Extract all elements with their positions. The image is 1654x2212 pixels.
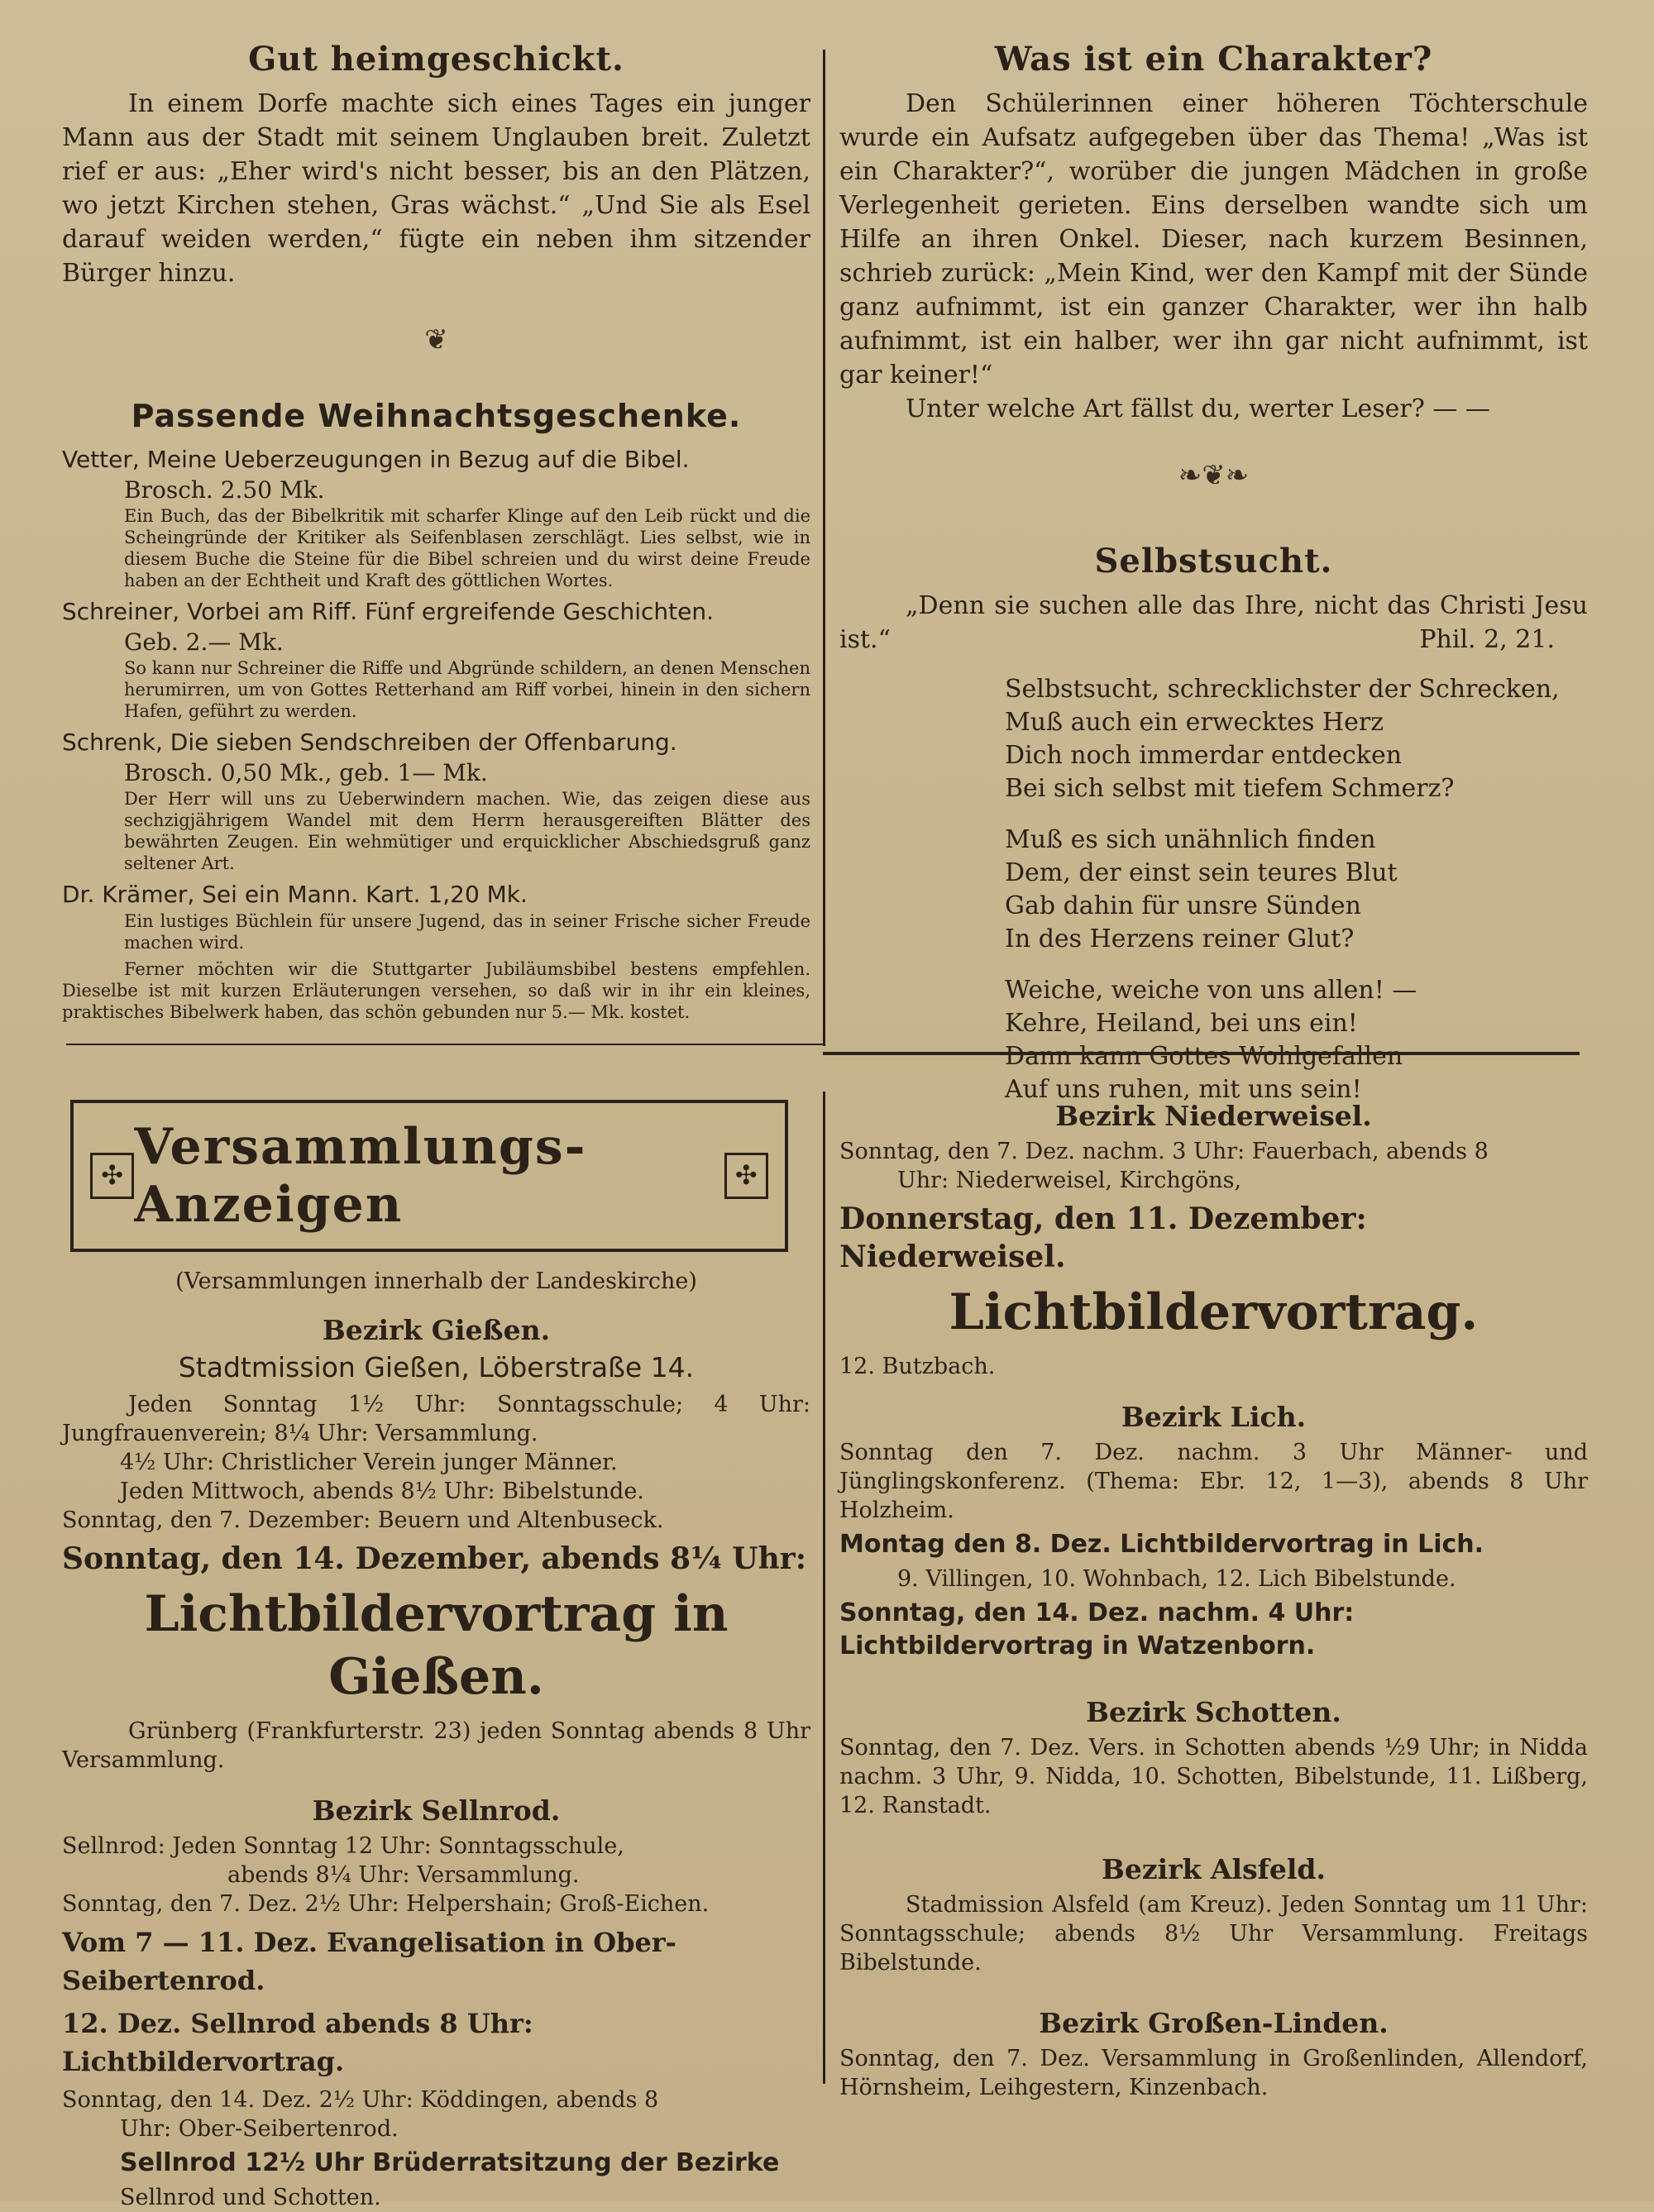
ornament-icon: ❧❦❧ [1178, 459, 1250, 492]
banner-ornament-right-icon: ✣ [724, 1153, 768, 1199]
top-right-column [839, 40, 1588, 1125]
article-title-selbstsucht: Selbstsucht. [1094, 542, 1333, 580]
announcement-highlight: Sonntag, den 14. Dez. nachm. 4 Uhr: Lichtbildervortrag in Watzenborn. [839, 1598, 1355, 1660]
book-description: Ein lustiges Büchlein für unsere Jugend, das in seiner Frische sicher Freude machen wird. [124, 911, 810, 953]
book-price: Geb. 2.— Mk. [124, 628, 284, 656]
article-title-weihnachtsgeschenke: Passende Weihnachtsgeschenke. [131, 398, 742, 434]
announcements-banner [70, 1100, 788, 1252]
district-heading: Bezirk Großen-Linden. [1039, 2007, 1389, 2039]
announcement-line: Sellnrod: Jeden Sonntag 12 Uhr: Sonntagsschule, [62, 1833, 624, 1859]
announcement-line: Grünberg (Frankfurterstr. 23) jeden Sonntag abends 8 Uhr Versammlung. [62, 1718, 810, 1773]
section-divider-left [66, 1044, 823, 1045]
poem-line: Muß auch ein erwecktes Herz [1005, 708, 1384, 737]
district-heading: Bezirk Sellnrod. [312, 1794, 561, 1827]
bible-quote: „Denn sie suchen alle das Ihre, nicht das Christi Jesu ist.“ [839, 591, 1588, 654]
poem-line: Dem, der einst sein teures Blut [1005, 858, 1398, 887]
district-heading: Bezirk Lich. [1121, 1401, 1307, 1433]
book-title: Schrenk, Die sieben Sendschreiben der Offenbarung. [62, 729, 677, 756]
district-heading: Bezirk Gießen. [322, 1314, 551, 1346]
poem-line: Dann kann Gottes Wohlgefallen [1005, 1042, 1403, 1071]
announcement-highlight: Sellnrod 12½ Uhr Brüderratsitzung der Bezirke [120, 2148, 780, 2177]
announcement-highlight: Donnerstag, den 11. Dezember: Niederweisel. [839, 1202, 1367, 1274]
announcement-line: Sonntag, den 7. Dez. nachm. 3 Uhr: Fauerbach, abends 8 [839, 1139, 1489, 1164]
poem-stanza [1005, 673, 1588, 805]
banner-title: Versammlungs-Anzeigen [134, 1118, 587, 1234]
announcement-highlight: Vom 7 — 11. Dez. Evangelisation in Ober-Seibertenrod. [62, 1927, 676, 1996]
district-subheading: Stadtmission Gießen, Löberstraße 14. [178, 1351, 695, 1383]
book-title: Schreiner, Vorbei am Riff. Fünf ergreifende Geschichten. [62, 598, 714, 625]
announcement-line: Sellnrod und Schotten. [120, 2185, 381, 2210]
column-divider-top [823, 50, 825, 1046]
poem-stanza [1005, 824, 1588, 956]
poem-stanza [1005, 974, 1588, 1106]
poem-line: Auf uns ruhen, mit uns sein! [1005, 1075, 1362, 1104]
announcement-line: Jeden Mittwoch, abends 8½ Uhr: Bibelstunde. [120, 1479, 644, 1504]
district-heading: Bezirk Alsfeld. [1102, 1853, 1326, 1885]
announcement-big-title: Lichtbildervortrag in Gießen. [144, 1585, 729, 1706]
book-description: Ein Buch, das der Bibelkritik mit scharfer Klinge auf den Leib rückt und die Scheingründe der Kritiker als Seifenblasen zerschlägt. Lies selbst, wie in diesem Buche die Steine für die Bibel schreien und du wirst deine Freude haben an der Echtheit und Kraft des göttlichen Wortes. [124, 506, 810, 590]
announcement-highlight: Montag den 8. Dez. Lichtbildervortrag in Lich. [839, 1530, 1484, 1559]
column-divider-bottom [823, 1092, 825, 2084]
announcement-line: Sonntag, den 14. Dez. 2½ Uhr: Köddingen, abends 8 [62, 2087, 659, 2113]
bible-quote-reference: Phil. 2, 21. [1419, 625, 1555, 654]
announcement-line: Sonntag den 7. Dez. nachm. 3 Uhr Männer- und Jünglingskonferenz. (Thema: Ebr. 12, 1—3), abends 8 Uhr Holzheim. [839, 1440, 1588, 1523]
announcement-line: Jeden Sonntag 1½ Uhr: Sonntagsschule; 4 Uhr: Jungfrauenverein; 8¼ Uhr: Versammlung. [62, 1392, 810, 1446]
poem [1005, 673, 1588, 1106]
article-title-charakter: Was ist ein Charakter? [994, 40, 1433, 79]
district-heading: Bezirk Niederweisel. [1055, 1100, 1372, 1132]
announcement-highlight: 12. Dez. Sellnrod abends 8 Uhr: Lichtbildervortrag. [62, 2008, 533, 2077]
poem-line: Gab dahin für unsre Sünden [1005, 891, 1361, 920]
announcement-line: Sonntag, den 7. Dez. Versammlung in Großenlinden, Allendorf, Hörnsheim, Leihgestern, Kinzenbach. [839, 2046, 1588, 2100]
banner-subtitle: (Versammlungen innerhalb der Landeskirche) [175, 1268, 697, 1294]
announcement-line: Stadmission Alsfeld (am Kreuz). Jeden Sonntag um 11 Uhr: Sonntagsschule; abends 8½ Uhr Versammlung. Freitags Bibelstunde. [839, 1892, 1588, 1976]
announcement-highlight: Sonntag, den 14. Dezember, abends 8¼ Uhr: [62, 1541, 807, 1576]
announcement-line: Sonntag, den 7. Dez. Vers. in Schotten abends ½9 Uhr; in Nidda nachm. 3 Uhr, 9. Nidda, 10. Schotten, Bibelstunde, 11. Lißberg, 12. Ranstadt. [839, 1735, 1588, 1818]
banner-ornament-left-icon: ✣ [90, 1153, 134, 1199]
announcement-line: abends 8¼ Uhr: Versammlung. [227, 1862, 580, 1888]
book-price: Brosch. 2.50 Mk. [124, 476, 325, 504]
poem-line: Kehre, Heiland, bei uns ein! [1005, 1009, 1358, 1038]
book-entry [62, 727, 810, 874]
poem-line: Dich noch immerdar entdecken [1005, 741, 1403, 770]
article-text-charakter-question: Unter welche Art fällst du, werter Leser? — — [906, 394, 1490, 423]
article-text-heimgeschickt: In einem Dorfe machte sich eines Tages ein junger Mann aus der Stadt mit seinem Unglauben breit. Zuletzt rief er aus: „Eher wird's nicht besser, bis an den Plätzen, wo jetzt Kirchen stehen, Gras wächst.“ „Und Sie als Esel darauf weiden werden,“ fügte ein neben ihm sitzender Bürger hinzu. [62, 89, 810, 288]
poem-line: In des Herzens reiner Glut? [1005, 924, 1355, 953]
book-price: Brosch. 0,50 Mk., geb. 1— Mk. [124, 759, 488, 786]
poem-line: Selbstsucht, schrecklichster der Schrecken, [1005, 675, 1560, 704]
district-heading: Bezirk Schotten. [1086, 1696, 1341, 1728]
book-entry [62, 444, 810, 591]
bottom-left-column [62, 1100, 810, 2212]
announcement-line: 12. Butzbach. [839, 1354, 996, 1379]
book-description: Der Herr will uns zu Ueberwindern machen. Wie, das zeigen diese aus sechzigjährigem Wandel mit dem Herrn herausgereiften Blätter des bewährten Zeugen. Ein wehmütiger und erquicklicher Abschiedsgruß ganz seltener Art. [124, 789, 810, 873]
announcement-line: 4½ Uhr: Christlicher Verein junger Männer. [120, 1450, 618, 1475]
article-title-heimgeschickt: Gut heimgeschickt. [248, 40, 624, 79]
book-closing-note: Ferner möchten wir die Stuttgarter Jubiläumsbibel bestens empfehlen. Dieselbe ist mit kurzen Erläuterungen versehen, so daß wir in ihr ein kleines, praktisches Bibelwerk haben, das schön gebunden nur 5.— Mk. kostet. [62, 959, 810, 1022]
announcement-line: Sonntag, den 7. Dez. 2½ Uhr: Helpershain; Groß-Eichen. [62, 1891, 710, 1917]
ornament-icon: ❦ [424, 323, 448, 356]
book-entry [62, 879, 810, 953]
book-description: So kann nur Schreiner die Riffe und Abgründe schildern, an denen Menschen herumirren, um von Gottes Retterhand am Riff vorbei, hinein in den sichern Hafen, geführt zu werden. [124, 658, 810, 721]
announcement-line: Uhr: Ober-Seibertenrod. [120, 2116, 399, 2142]
announcement-line: Uhr: Niederweisel, Kirchgöns, [897, 1168, 1242, 1193]
announcement-big-title: Lichtbildervortrag. [949, 1283, 1479, 1341]
poem-line: Bei sich selbst mit tiefem Schmerz? [1005, 774, 1455, 803]
bottom-right-column [839, 1100, 1588, 2102]
poem-line: Weiche, weiche von uns allen! — [1005, 976, 1417, 1005]
book-entry [62, 596, 810, 722]
top-left-column [62, 40, 810, 1023]
announcement-line: Sonntag, den 7. Dezember: Beuern und Altenbuseck. [62, 1507, 664, 1533]
poem-line: Muß es sich unähnlich finden [1005, 825, 1376, 854]
article-text-charakter: Den Schülerinnen einer höheren Töchterschule wurde ein Aufsatz aufgegeben über das Thema! „Was ist ein Charakter?“, worüber die jungen Mädchen in große Verlegenheit gerieten. Eins derselben wandte sich um Hilfe an ihren Onkel. Dieser, nach kurzem Besinnen, schrieb zurück: „Mein Kind, wer den Kampf mit der Sünde ganz aufnimmt, ist ein ganzer Charakter, wer ihn halb aufnimmt, ist ein halber, wer ihn gar nicht aufnimmt, ist gar keiner!“ [839, 89, 1588, 389]
book-title: Vetter, Meine Ueberzeugungen in Bezug auf die Bibel. [62, 446, 690, 473]
book-title: Dr. Krämer, Sei ein Mann. Kart. 1,20 Mk. [62, 881, 528, 908]
announcement-line: 9. Villingen, 10. Wohnbach, 12. Lich Bibelstunde. [897, 1566, 1456, 1592]
